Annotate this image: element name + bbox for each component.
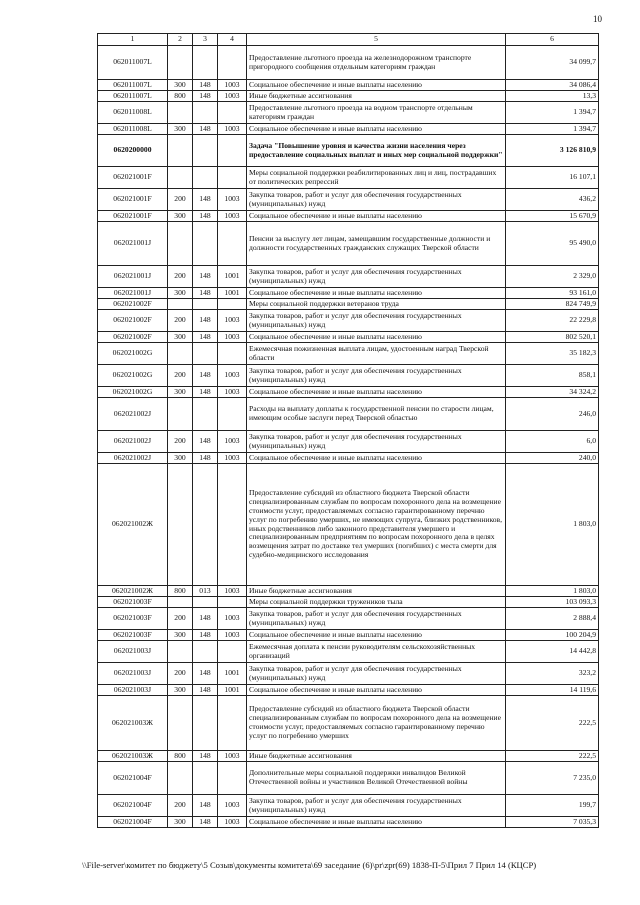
row-description: Закупка товаров, работ и услуг для обеспечения государственных (муниципальных) нужд [247, 431, 506, 453]
row-section-code: 1003 [218, 91, 247, 102]
row-section-code [218, 696, 247, 751]
row-amount: 199,7 [506, 795, 599, 817]
row-amount: 7 235,0 [506, 762, 599, 795]
row-admin-code [193, 762, 218, 795]
row-description: Социальное обеспечение и иные выплаты населению [247, 387, 506, 398]
row-code: 062021002Ж [98, 586, 168, 597]
row-section-code [218, 641, 247, 663]
row-amount: 95 490,0 [506, 222, 599, 266]
row-expense-type [168, 762, 193, 795]
table-row [98, 189, 599, 211]
row-expense-type: 200 [168, 365, 193, 387]
row-code: 062021003J [98, 663, 168, 685]
row-description: Закупка товаров, работ и услуг для обеспечения государственных (муниципальных) нужд [247, 310, 506, 332]
row-admin-code: 148 [193, 685, 218, 696]
row-expense-type: 800 [168, 586, 193, 597]
table-row [98, 332, 599, 343]
table-header-row [98, 34, 599, 46]
row-admin-code [193, 46, 218, 80]
row-admin-code: 148 [193, 124, 218, 135]
row-amount: 15 670,9 [506, 211, 599, 222]
row-code: 062021004F [98, 795, 168, 817]
row-section-code: 1003 [218, 817, 247, 828]
row-description: Предоставление субсидий из областного бюджета Тверской области специализированным службам по вопросам похоронного дела на возмещение стоимости услуг, предоставляемых согласно гарантированному перечню услуг по погребению умерших, не имеющих супруга, близких родственников, иных родственников либо законного представителя умершего и специализированным предприятиям по вопросам похоронного дела в целях возмещения затрат по доставке тел умерших (погибших) с места смерти для судебно-медицинского исследования [247, 464, 506, 586]
row-section-code: 1003 [218, 608, 247, 630]
row-amount: 1 803,0 [506, 464, 599, 586]
row-description: Закупка товаров, работ и услуг для обеспечения государственных (муниципальных) нужд [247, 795, 506, 817]
row-code: 062021003F [98, 597, 168, 608]
row-expense-type: 300 [168, 332, 193, 343]
row-section-code: 1001 [218, 288, 247, 299]
row-admin-code [193, 696, 218, 751]
row-admin-code: 148 [193, 387, 218, 398]
row-code: 062011008L [98, 102, 168, 124]
row-section-code: 1003 [218, 332, 247, 343]
row-admin-code [193, 597, 218, 608]
row-description: Социальное обеспечение и иные выплаты населению [247, 332, 506, 343]
table-row [98, 222, 599, 266]
budget-table [97, 33, 599, 828]
row-admin-code: 148 [193, 266, 218, 288]
row-admin-code [193, 343, 218, 365]
row-admin-code: 148 [193, 365, 218, 387]
row-admin-code: 148 [193, 332, 218, 343]
row-amount: 2 888,4 [506, 608, 599, 630]
row-expense-type: 300 [168, 387, 193, 398]
row-description: Закупка товаров, работ и услуг для обеспечения государственных (муниципальных) нужд [247, 189, 506, 211]
header-col-2: 2 [168, 34, 193, 46]
row-expense-type [168, 696, 193, 751]
row-section-code: 1003 [218, 80, 247, 91]
table-row [98, 46, 599, 80]
table-row [98, 630, 599, 641]
header-col-5: 5 [247, 34, 506, 46]
table-row [98, 817, 599, 828]
row-code: 062021002G [98, 387, 168, 398]
table-row [98, 167, 599, 189]
row-section-code: 1003 [218, 795, 247, 817]
row-code: 062021003F [98, 608, 168, 630]
table-row [98, 696, 599, 751]
row-expense-type: 200 [168, 431, 193, 453]
row-description: Задача "Повышение уровня и качества жизни населения через предоставление социальных выплат и иных мер социальной поддержки" [247, 135, 506, 167]
row-description: Закупка товаров, работ и услуг для обеспечения государственных (муниципальных) нужд [247, 663, 506, 685]
row-section-code [218, 343, 247, 365]
table-row [98, 80, 599, 91]
row-description: Социальное обеспечение и иные выплаты населению [247, 124, 506, 135]
row-code: 062011007L [98, 46, 168, 80]
row-section-code: 1003 [218, 189, 247, 211]
row-section-code [218, 299, 247, 310]
row-description: Расходы на выплату доплаты к государственной пенсии по старости лицам, имеющим особые заслуги перед Тверской областью [247, 398, 506, 431]
row-section-code [218, 762, 247, 795]
row-expense-type [168, 102, 193, 124]
table-row [98, 398, 599, 431]
row-expense-type [168, 597, 193, 608]
row-code: 062021002F [98, 332, 168, 343]
row-section-code: 1001 [218, 266, 247, 288]
row-section-code: 1003 [218, 310, 247, 332]
row-amount: 13,3 [506, 91, 599, 102]
row-description: Закупка товаров, работ и услуг для обеспечения государственных (муниципальных) нужд [247, 266, 506, 288]
table-row [98, 102, 599, 124]
row-description: Социальное обеспечение и иные выплаты населению [247, 80, 506, 91]
row-amount: 1 394,7 [506, 102, 599, 124]
page-number: 10 [593, 14, 602, 24]
table-row [98, 663, 599, 685]
row-description: Предоставление льготного проезда на железнодорожном транспорте пригородного сообщения отдельным категориям граждан [247, 46, 506, 80]
row-section-code: 1003 [218, 630, 247, 641]
row-code: 062021004F [98, 762, 168, 795]
table-row [98, 641, 599, 663]
row-code: 062021002G [98, 365, 168, 387]
file-path-footer: \\File-server\комитет по бюджету\5 Созыв\документы комитета\69 заседание (6)\pr\zpr(69) 1838-П-5\Прил 7 Прил 14 (КЦСР) [82, 860, 537, 870]
row-code: 062021001J [98, 288, 168, 299]
row-expense-type: 200 [168, 189, 193, 211]
row-code: 062021002J [98, 431, 168, 453]
table-row [98, 464, 599, 586]
row-amount: 802 520,1 [506, 332, 599, 343]
row-expense-type [168, 464, 193, 586]
row-section-code: 1003 [218, 387, 247, 398]
row-admin-code [193, 222, 218, 266]
row-expense-type: 300 [168, 288, 193, 299]
row-admin-code: 148 [193, 189, 218, 211]
row-admin-code: 148 [193, 817, 218, 828]
row-expense-type: 200 [168, 608, 193, 630]
row-amount: 436,2 [506, 189, 599, 211]
table-row [98, 310, 599, 332]
table-row [98, 762, 599, 795]
row-description: Предоставление льготного проезда на водном транспорте отдельным категориям граждан [247, 102, 506, 124]
header-col-4: 4 [218, 34, 247, 46]
row-description: Пенсии за выслугу лет лицам, замещавшим государственные должности и должности государственных гражданских служащих Тверской области [247, 222, 506, 266]
row-section-code [218, 167, 247, 189]
row-amount: 2 329,0 [506, 266, 599, 288]
table-row [98, 365, 599, 387]
row-code: 062021001F [98, 189, 168, 211]
row-description: Иные бюджетные ассигнования [247, 91, 506, 102]
row-admin-code: 148 [193, 211, 218, 222]
row-admin-code [193, 398, 218, 431]
row-expense-type: 300 [168, 124, 193, 135]
row-expense-type: 200 [168, 310, 193, 332]
row-amount: 240,0 [506, 453, 599, 464]
row-description: Закупка товаров, работ и услуг для обеспечения государственных (муниципальных) нужд [247, 608, 506, 630]
row-section-code: 1003 [218, 751, 247, 762]
row-description: Меры социальной поддержки ветеранов труда [247, 299, 506, 310]
row-amount: 7 035,3 [506, 817, 599, 828]
row-code: 062021002F [98, 310, 168, 332]
row-description: Социальное обеспечение и иные выплаты населению [247, 630, 506, 641]
table-row [98, 91, 599, 102]
row-admin-code [193, 464, 218, 586]
row-amount: 222,5 [506, 751, 599, 762]
row-admin-code: 148 [193, 80, 218, 91]
table-row [98, 343, 599, 365]
row-amount: 323,2 [506, 663, 599, 685]
row-description: Иные бюджетные ассигнования [247, 586, 506, 597]
row-description: Социальное обеспечение и иные выплаты населению [247, 453, 506, 464]
row-admin-code: 148 [193, 751, 218, 762]
row-expense-type: 300 [168, 685, 193, 696]
table-row [98, 685, 599, 696]
row-amount: 1 394,7 [506, 124, 599, 135]
table-row [98, 124, 599, 135]
table-row [98, 266, 599, 288]
row-expense-type [168, 641, 193, 663]
row-amount: 34 086,4 [506, 80, 599, 91]
row-admin-code: 148 [193, 630, 218, 641]
row-expense-type [168, 299, 193, 310]
row-code: 062011008L [98, 124, 168, 135]
row-section-code [218, 102, 247, 124]
row-section-code [218, 464, 247, 586]
row-code: 062021001J [98, 222, 168, 266]
table-row [98, 597, 599, 608]
row-amount: 16 107,1 [506, 167, 599, 189]
row-amount: 1 803,0 [506, 586, 599, 597]
row-admin-code: 148 [193, 608, 218, 630]
table-row [98, 211, 599, 222]
row-expense-type [168, 343, 193, 365]
row-admin-code [193, 167, 218, 189]
table-body [98, 46, 599, 828]
row-expense-type: 200 [168, 266, 193, 288]
row-expense-type: 200 [168, 663, 193, 685]
table-row [98, 135, 599, 167]
row-code: 062011007L [98, 80, 168, 91]
row-code: 062021003Ж [98, 751, 168, 762]
row-amount: 100 204,9 [506, 630, 599, 641]
row-code: 062021004F [98, 817, 168, 828]
row-admin-code [193, 641, 218, 663]
row-code: 062021003F [98, 630, 168, 641]
row-description: Социальное обеспечение и иные выплаты населению [247, 211, 506, 222]
header-col-3: 3 [193, 34, 218, 46]
row-section-code [218, 222, 247, 266]
row-expense-type: 300 [168, 817, 193, 828]
row-amount: 34 099,7 [506, 46, 599, 80]
row-section-code: 1003 [218, 453, 247, 464]
row-code: 062021003J [98, 641, 168, 663]
row-admin-code: 148 [193, 663, 218, 685]
row-amount: 93 161,0 [506, 288, 599, 299]
row-amount: 858,1 [506, 365, 599, 387]
row-description: Закупка товаров, работ и услуг для обеспечения государственных (муниципальных) нужд [247, 365, 506, 387]
row-amount: 35 182,3 [506, 343, 599, 365]
row-expense-type: 800 [168, 91, 193, 102]
row-amount: 14 119,6 [506, 685, 599, 696]
table-row [98, 453, 599, 464]
row-section-code: 1003 [218, 365, 247, 387]
table-row [98, 387, 599, 398]
row-code: 062021001F [98, 211, 168, 222]
row-code: 062021002F [98, 299, 168, 310]
row-admin-code: 013 [193, 586, 218, 597]
row-section-code [218, 46, 247, 80]
row-code: 062021002Ж [98, 464, 168, 586]
header-col-1: 1 [98, 34, 168, 46]
row-section-code: 1001 [218, 663, 247, 685]
row-expense-type [168, 222, 193, 266]
row-description: Ежемесячная пожизненная выплата лицам, удостоенным наград Тверской области [247, 343, 506, 365]
table-row [98, 586, 599, 597]
row-admin-code [193, 299, 218, 310]
row-expense-type: 800 [168, 751, 193, 762]
row-section-code [218, 135, 247, 167]
row-admin-code: 148 [193, 310, 218, 332]
header-col-6: 6 [506, 34, 599, 46]
row-code: 062021001F [98, 167, 168, 189]
table-row [98, 608, 599, 630]
row-description: Предоставление субсидий из областного бюджета Тверской области специализированным службам по вопросам похоронного дела на возмещение стоимости услуг, предоставляемых согласно гарантированному перечню услуг по погребению умерших [247, 696, 506, 751]
row-description: Ежемесячная доплата к пенсии руководителям сельскохозяйственных организаций [247, 641, 506, 663]
row-admin-code [193, 135, 218, 167]
row-description: Меры социальной поддержки реабилитированных лиц и лиц, пострадавших от политических репрессий [247, 167, 506, 189]
row-amount: 22 229,8 [506, 310, 599, 332]
row-expense-type: 300 [168, 453, 193, 464]
row-description: Иные бюджетные ассигнования [247, 751, 506, 762]
row-code: 062021001J [98, 266, 168, 288]
row-expense-type: 200 [168, 795, 193, 817]
row-expense-type: 300 [168, 80, 193, 91]
row-code: 062021003J [98, 685, 168, 696]
row-description: Социальное обеспечение и иные выплаты населению [247, 817, 506, 828]
table-row [98, 299, 599, 310]
row-amount: 246,0 [506, 398, 599, 431]
row-section-code: 1003 [218, 431, 247, 453]
row-section-code: 1003 [218, 586, 247, 597]
row-section-code: 1003 [218, 124, 247, 135]
row-amount: 222,5 [506, 696, 599, 751]
row-description: Социальное обеспечение и иные выплаты населению [247, 288, 506, 299]
row-expense-type [168, 46, 193, 80]
row-expense-type: 300 [168, 211, 193, 222]
row-section-code: 1003 [218, 211, 247, 222]
row-section-code: 1001 [218, 685, 247, 696]
row-section-code [218, 398, 247, 431]
row-expense-type: 300 [168, 630, 193, 641]
table-row [98, 288, 599, 299]
row-admin-code: 148 [193, 453, 218, 464]
row-code: 062021003Ж [98, 696, 168, 751]
row-admin-code: 148 [193, 431, 218, 453]
row-amount: 14 442,8 [506, 641, 599, 663]
row-expense-type [168, 135, 193, 167]
row-amount: 103 093,3 [506, 597, 599, 608]
row-amount: 34 324,2 [506, 387, 599, 398]
row-expense-type [168, 398, 193, 431]
row-description: Меры социальной поддержки тружеников тыла [247, 597, 506, 608]
table-row [98, 431, 599, 453]
row-admin-code: 148 [193, 795, 218, 817]
row-code: 062011007L [98, 91, 168, 102]
row-admin-code: 148 [193, 288, 218, 299]
row-admin-code: 148 [193, 91, 218, 102]
row-amount: 824 749,9 [506, 299, 599, 310]
row-amount: 3 126 810,9 [506, 135, 599, 167]
row-amount: 6,0 [506, 431, 599, 453]
table-row [98, 751, 599, 762]
table-row [98, 795, 599, 817]
row-expense-type [168, 167, 193, 189]
row-description: Дополнительные меры социальной поддержки инвалидов Великой Отечественной войны и участников Великой Отечественной войны [247, 762, 506, 795]
row-code: 062021002J [98, 453, 168, 464]
row-admin-code [193, 102, 218, 124]
row-description: Социальное обеспечение и иные выплаты населению [247, 685, 506, 696]
row-code: 062021002J [98, 398, 168, 431]
row-code: 062021002G [98, 343, 168, 365]
row-section-code [218, 597, 247, 608]
row-code: 0620200000 [98, 135, 168, 167]
